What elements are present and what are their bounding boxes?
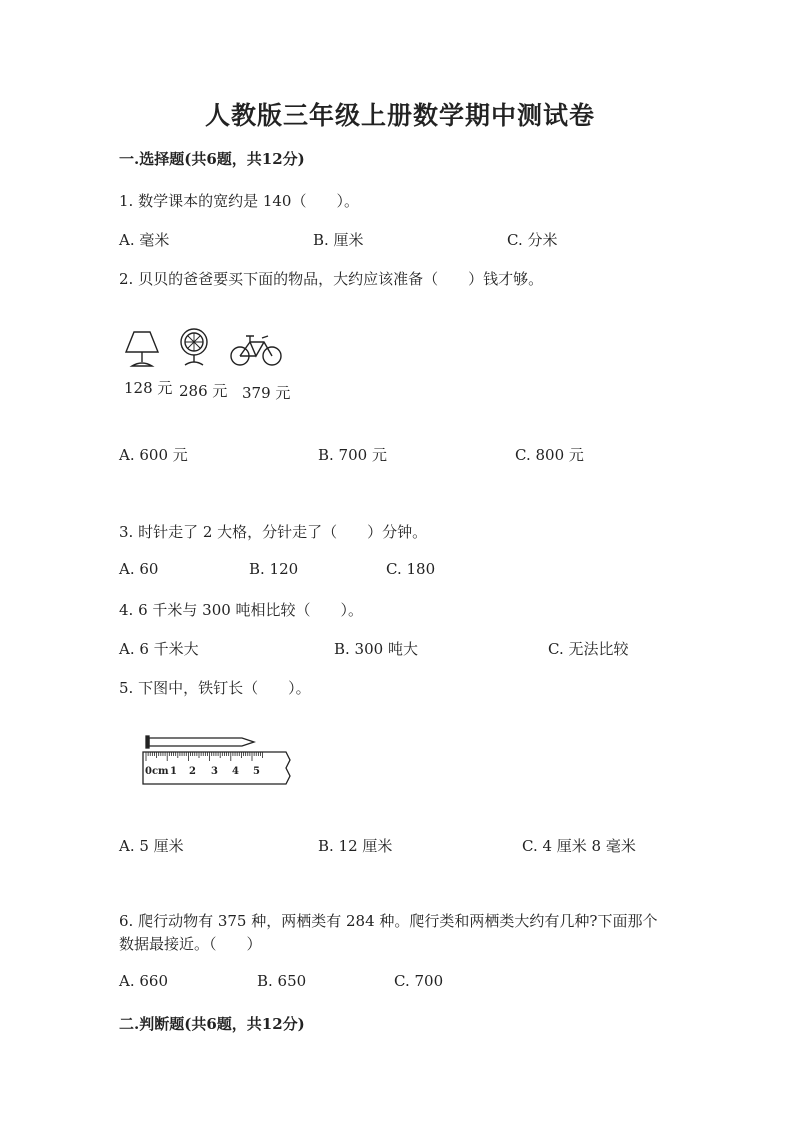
question-6-line-1: 6. 爬行动物有 375 种，两栖类有 284 种。爬行类和两栖类大约有几种?下面那个 <box>119 912 658 930</box>
q3-option-c: C. 180 <box>386 560 436 578</box>
ruler-label-5: 5 <box>253 766 260 777</box>
ruler-label-3: 3 <box>211 766 218 777</box>
question-4: 4. 6 千米与 300 吨相比较（ ）。 <box>119 601 364 619</box>
ruler-figure <box>140 730 295 788</box>
q6-option-b: B. 650 <box>257 972 307 990</box>
q1-option-a: A. 毫米 <box>119 231 170 249</box>
q4-option-b: B. 300 吨大 <box>334 640 418 658</box>
q1-option-c: C. 分米 <box>507 231 558 249</box>
q6-option-a: A. 660 <box>119 972 168 990</box>
q2-option-a: A. 600 元 <box>119 446 188 464</box>
bicycle-price: 379 元 <box>242 384 291 402</box>
question-3: 3. 时针走了 2 大格，分针走了（ ）分钟。 <box>119 523 428 541</box>
q3-option-b: B. 120 <box>249 560 299 578</box>
q5-option-a: A. 5 厘米 <box>119 837 184 855</box>
ruler-label-1: 1 <box>170 766 177 777</box>
q3-option-a: A. 60 <box>119 560 159 578</box>
q4-option-a: A. 6 千米大 <box>119 640 199 658</box>
question-5: 5. 下图中，铁钉长（ ）。 <box>119 679 311 697</box>
ruler-label-0: 0cm <box>145 766 169 777</box>
ruler-label-2: 2 <box>189 766 196 777</box>
ruler-label-4: 4 <box>232 766 239 777</box>
items-figure <box>122 322 292 377</box>
q1-option-b: B. 厘米 <box>313 231 364 249</box>
fan-price: 286 元 <box>179 382 228 400</box>
bicycle-icon <box>231 336 281 365</box>
page-title: 人教版三年级上册数学期中测试卷 <box>204 101 595 130</box>
q4-option-c: C. 无法比较 <box>548 640 629 658</box>
q2-option-c: C. 800 元 <box>515 446 584 464</box>
section-heading-judgment: 二.判断题(共6题，共12分) <box>119 1015 305 1033</box>
q6-option-c: C. 700 <box>394 972 444 990</box>
lamp-price: 128 元 <box>124 379 173 397</box>
q2-option-b: B. 700 元 <box>318 446 387 464</box>
q5-option-c: C. 4 厘米 8 毫米 <box>522 837 636 855</box>
question-1: 1. 数学课本的宽约是 140（ ）。 <box>119 192 359 210</box>
question-6-line-2: 数据最接近。（ ） <box>119 935 262 953</box>
q5-option-b: B. 12 厘米 <box>318 837 393 855</box>
question-2: 2. 贝贝的爸爸要买下面的物品，大约应该准备（ ）钱才够。 <box>119 270 544 288</box>
lamp-icon <box>126 332 158 366</box>
nail-icon <box>146 736 254 748</box>
section-heading-choice: 一.选择题(共6题，共12分) <box>119 150 305 168</box>
fan-icon <box>181 329 207 365</box>
